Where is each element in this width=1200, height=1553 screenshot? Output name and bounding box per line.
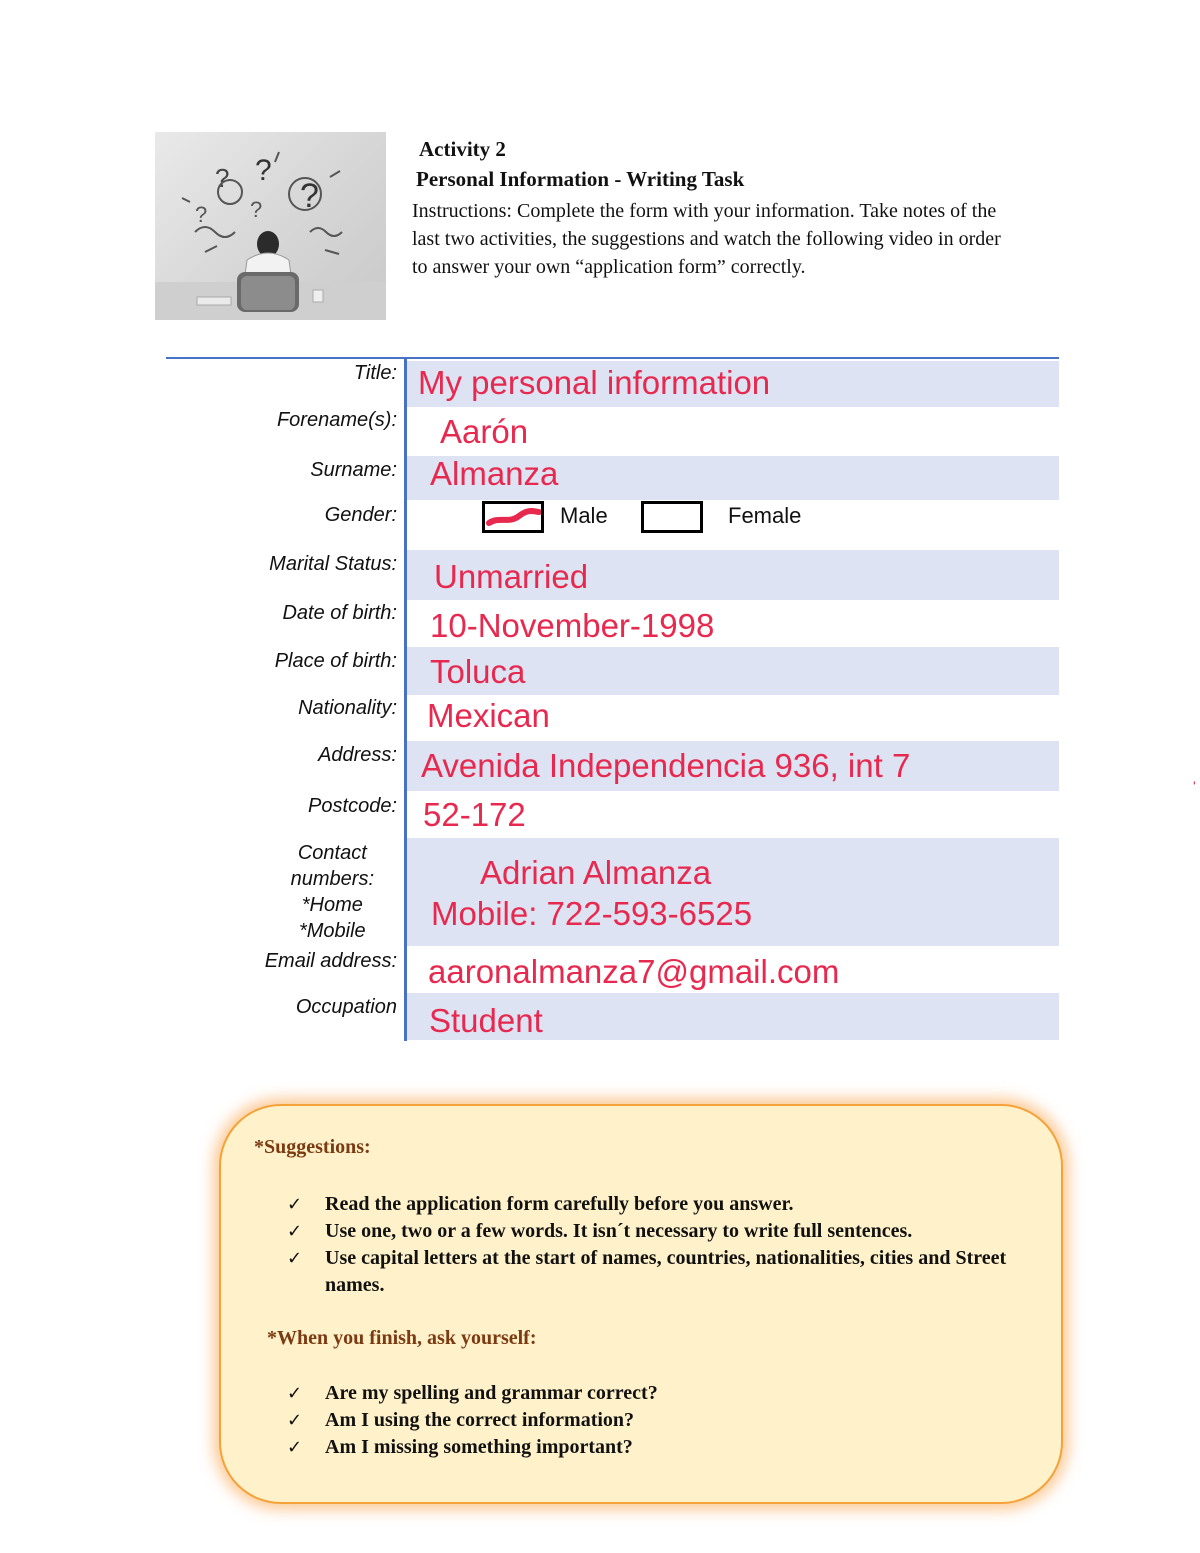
form-top-rule (166, 357, 1059, 359)
forenames-label: Forename(s): (276, 409, 397, 431)
contact-label-line: *Mobile (298, 920, 366, 942)
check-scribble-icon (485, 504, 541, 530)
list-item (287, 1218, 1047, 1245)
pob-label: Place of birth: (274, 650, 397, 672)
checkmark-icon: ✓ (287, 1248, 303, 1269)
checkmark-icon: ✓ (287, 1221, 303, 1242)
checkmark-icon: ✓ (287, 1437, 303, 1458)
list-item (287, 1434, 1047, 1461)
postcode-label: Postcode: (308, 795, 397, 817)
finish-heading: *When you finish, ask yourself: (267, 1327, 537, 1349)
title-label: Title: (353, 362, 397, 384)
marital-label: Marital Status: (269, 553, 397, 575)
finish-question-text: Are my spelling and grammar correct? (325, 1382, 658, 1404)
surname-label: Surname: (310, 459, 397, 481)
contact-numbers-label (291, 840, 374, 944)
marital-value: Unmarried (434, 558, 589, 595)
svg-text:?: ? (215, 163, 230, 193)
list-item (287, 1245, 1047, 1299)
dob-label: Date of birth: (282, 602, 397, 624)
finish-question-text: Am I using the correct information? (325, 1409, 635, 1431)
suggestion-text: Use one, two or a few words. It isn´t necessary to write full sentences. (325, 1220, 913, 1242)
nationality-label: Nationality: (298, 697, 397, 719)
email-label: Email address: (264, 950, 397, 972)
thinking-person-illustration (155, 132, 386, 320)
suggestion-text: Use capital letters at the start of names, countries, nationalities, cities and Street names. (325, 1247, 1007, 1296)
occupation-value: Student (429, 1002, 543, 1039)
list-item (287, 1380, 1047, 1407)
header-illustration (155, 132, 386, 320)
activity-header (412, 136, 1012, 281)
finish-question-text: Am I missing something important? (325, 1436, 633, 1458)
instructions-text: Instructions: Complete the form with your information. Take notes of the last two activities, the suggestions and watch the following video in order to answer your own “application form” correctly. (412, 200, 1001, 278)
pob-value: Toluca (430, 653, 526, 690)
list-item (287, 1191, 1047, 1218)
contact-label-line: *Home (301, 894, 363, 916)
dob-value: 10-November-1998 (430, 607, 715, 644)
list-item (287, 1407, 1047, 1434)
email-value: aaronalmanza7@gmail.com (428, 953, 840, 990)
checkmark-icon: ✓ (287, 1194, 303, 1215)
finish-list (287, 1380, 1047, 1461)
female-checkbox[interactable] (641, 501, 703, 533)
svg-text:?: ? (195, 202, 208, 227)
gender-label: Gender: (324, 504, 397, 526)
nationality-value: Mexican (427, 697, 550, 734)
surname-value: Almanza (430, 455, 559, 492)
contact-mobile-value: Mobile: 722-593-6525 (431, 895, 753, 932)
suggestions-list (287, 1191, 1047, 1299)
activity-title: Activity 2 (419, 137, 506, 161)
address-label: Address: (318, 744, 397, 766)
forenames-value: Aarón (440, 413, 529, 450)
female-label: Female (728, 503, 802, 528)
activity-subtitle: Personal Information - Writing Task (416, 167, 745, 191)
occupation-label: Occupation (295, 996, 397, 1018)
suggestion-text: Read the application form carefully before you answer. (325, 1193, 794, 1215)
stray-mark: ' (1193, 778, 1196, 794)
postcode-value: 52-172 (423, 796, 526, 833)
title-value: My personal information (418, 364, 771, 401)
suggestions-heading: *Suggestions: (254, 1136, 371, 1158)
male-checkbox[interactable] (482, 501, 544, 533)
contact-label-line: numbers: (290, 868, 374, 890)
contact-label-line: Contact (297, 842, 367, 864)
checkmark-icon: ✓ (287, 1383, 303, 1404)
svg-text:?: ? (255, 154, 272, 187)
address-value: Avenida Independencia 936, int 7 (421, 747, 911, 784)
contact-home-value: Adrian Almanza (480, 854, 712, 891)
male-label: Male (560, 503, 608, 528)
checkmark-icon: ✓ (287, 1410, 303, 1431)
svg-text:?: ? (250, 197, 263, 222)
svg-text:?: ? (300, 177, 319, 215)
